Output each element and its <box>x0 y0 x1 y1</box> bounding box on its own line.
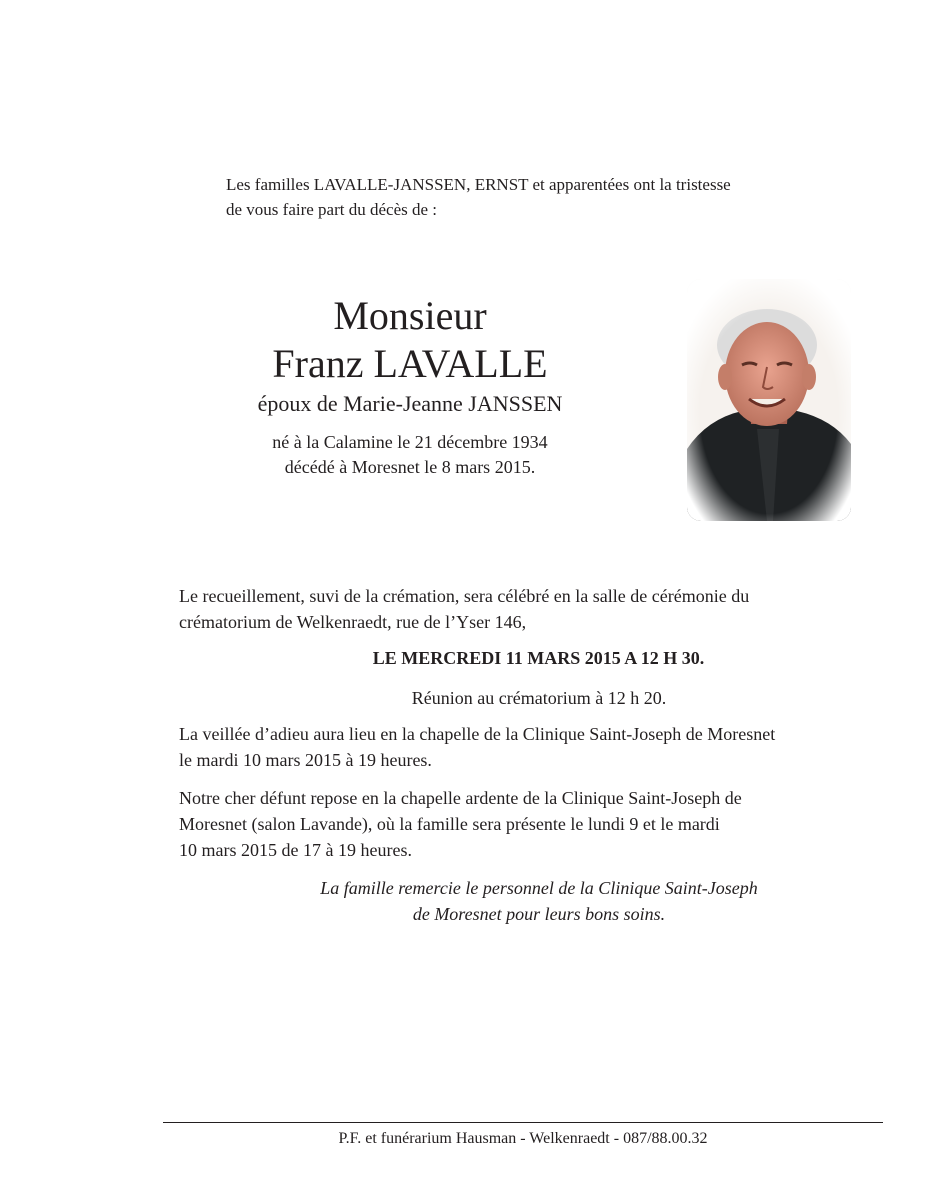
thanks-line-1: La famille remercie le personnel de la Clinique Saint-Joseph <box>320 878 758 898</box>
life-dates <box>190 430 630 480</box>
ceremony-paragraph <box>179 583 909 635</box>
rest-line-3: 10 mars 2015 de 17 à 19 heures. <box>179 840 412 860</box>
intro-text <box>226 172 846 222</box>
birth-line: né à la Calamine le 21 décembre 1934 <box>272 432 548 452</box>
deceased-spouse: époux de Marie-Jeanne JANSSEN <box>257 391 563 416</box>
intro-line-2: de vous faire part du décès de : <box>226 200 437 219</box>
vigil-paragraph <box>179 721 909 773</box>
portrait-photo <box>687 279 851 521</box>
thanks-line-2: de Moresnet pour leurs bons soins. <box>412 904 666 924</box>
announcement-body <box>179 583 909 927</box>
reunion-time: Réunion au crématorium à 12 h 20. <box>411 688 667 708</box>
deceased-name: Franz LAVALLE <box>272 341 548 386</box>
portrait-illustration <box>687 279 851 521</box>
death-line: décédé à Moresnet le 8 mars 2015. <box>284 457 536 477</box>
rest-line-1: Notre cher défunt repose en la chapelle ardente de la Clinique Saint-Joseph de <box>179 788 742 808</box>
deceased-block <box>190 292 630 480</box>
footer-divider <box>163 1122 883 1123</box>
rest-line-2: Moresnet (salon Lavande), où la famille sera présente le lundi 9 et le mardi <box>179 814 720 834</box>
footer-contact: P.F. et funérarium Hausman - Welkenraedt - 087/88.00.32 <box>338 1130 708 1147</box>
thanks-note <box>179 875 899 927</box>
deceased-title: Monsieur <box>333 293 487 338</box>
intro-line-1: Les familles LAVALLE-JANSSEN, ERNST et apparentées ont la tristesse <box>226 175 731 194</box>
vigil-line-2: le mardi 10 mars 2015 à 19 heures. <box>179 750 432 770</box>
vigil-line-1: La veillée d’adieu aura lieu en la chapelle de la Clinique Saint-Joseph de Moresnet <box>179 724 776 744</box>
rest-paragraph <box>179 785 909 863</box>
ceremony-line-2: crématorium de Welkenraedt, rue de l’Yser 146, <box>179 612 527 632</box>
ceremony-line-1: Le recueillement, suvi de la crémation, sera célébré en la salle de cérémonie du <box>179 586 750 606</box>
ceremony-date: LE MERCREDI 11 MARS 2015 A 12 H 30. <box>372 648 705 668</box>
